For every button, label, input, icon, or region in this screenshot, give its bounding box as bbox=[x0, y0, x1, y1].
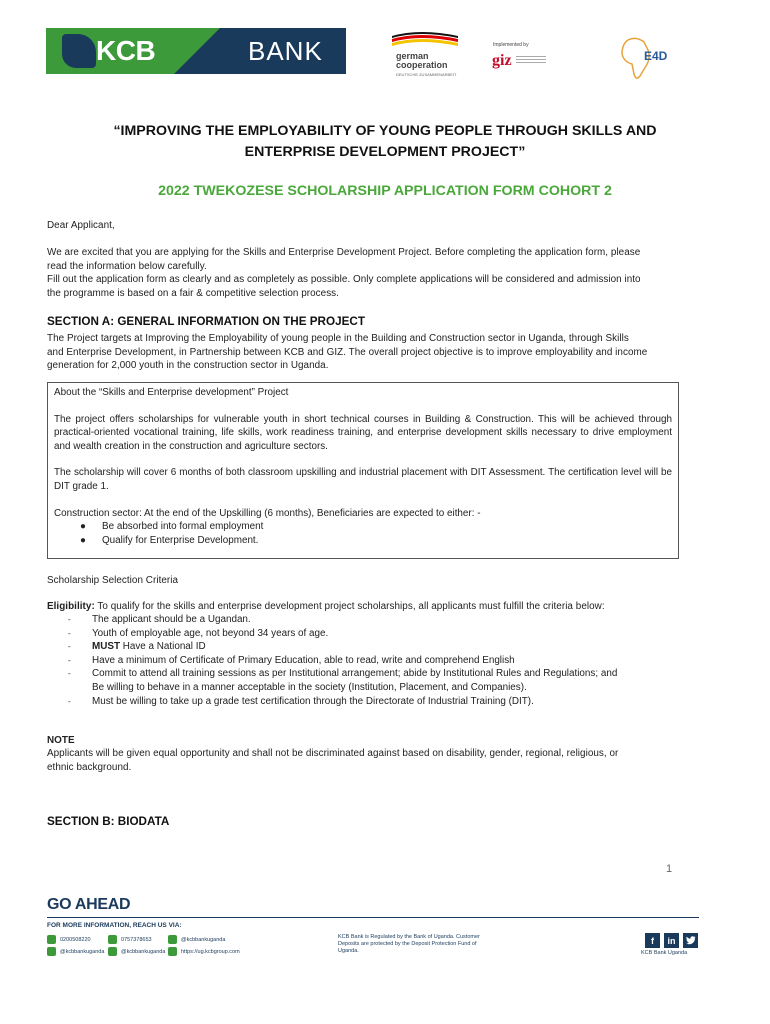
note-text: Applicants will be given equal opportunity and shall not be discriminated against based on disability, gender, regional, religious, or ethnic background. bbox=[47, 748, 619, 773]
giz-descriptor bbox=[516, 56, 546, 66]
list-item: ● Be absorbed into formal employment bbox=[80, 521, 264, 533]
kcb-lion-icon bbox=[62, 34, 96, 68]
note-heading: NOTE bbox=[47, 735, 75, 746]
implemented-by-label: Implemented by bbox=[493, 42, 529, 48]
facebook-contact[interactable]: @kcbbankuganda bbox=[108, 947, 165, 956]
about-paragraph-3: Construction sector: At the end of the Upskilling (6 months), Beneficiaries are expected to either: - bbox=[54, 507, 481, 519]
phone-icon bbox=[47, 935, 56, 944]
twitter-contact[interactable]: @kcbbankuganda bbox=[47, 947, 104, 956]
about-bullet-list bbox=[80, 520, 672, 547]
regulation-notice: KCB Bank is Regulated by the Bank of Uganda. Customer Deposits are protected by the Deposit Protection Fund of Uganda. bbox=[338, 934, 480, 954]
intro-paragraph-1: We are excited that you are applying for the Skills and Enterprise Development Project. Before completing the application form, please read the information below carefully. bbox=[47, 247, 641, 272]
criteria-heading: Scholarship Selection Criteria bbox=[47, 575, 179, 586]
page-number: 1 bbox=[666, 863, 673, 875]
kcb-logo-text: KCB bbox=[96, 35, 156, 66]
phone-icon bbox=[108, 935, 117, 944]
about-paragraph-2: The scholarship will cover 6 months of both classroom upskilling and industrial placement with DIT Assessment. The certification level will be DIT grade 1. bbox=[54, 467, 672, 492]
giz-wordmark: giz bbox=[492, 52, 512, 69]
list-item: - The applicant should be a Ugandan. bbox=[68, 614, 251, 625]
project-title: “IMPROVING THE EMPLOYABILITY OF YOUNG PEOPLE THROUGH SKILLS AND ENTERPRISE DEVELOPMENT PROJECT” bbox=[113, 123, 657, 160]
footer-divider bbox=[47, 917, 699, 918]
section-a-paragraph: The Project targets at Improving the Employability of young people in the Building and Construction sector in Uganda, through Skills and Enterprise Development, in Partnership between KCB and GIZ. The overall project objective is to improve employability and income generation for 2,000 youth in the construction sector in Uganda. bbox=[47, 333, 648, 372]
list-item: - Commit to attend all training sessions as per Institutional arrangement; abide by Institutional Rules and Regulations; and Be willing to behave in a manner acceptable in the society (Institution, Placement, and Companies). bbox=[68, 668, 618, 693]
list-item: ● Qualify for Enterprise Development. bbox=[80, 534, 259, 546]
giz-logo bbox=[490, 44, 550, 72]
twitter-icon bbox=[47, 947, 56, 956]
german-flag-icon bbox=[390, 30, 460, 48]
instagram-contact[interactable]: @kcbbankuganda bbox=[168, 935, 225, 944]
kcb-bank-logo bbox=[46, 28, 346, 74]
list-item: - Youth of employable age, not beyond 34 years of age. bbox=[68, 627, 329, 639]
website-link[interactable]: https://ug.kcbgroup.com bbox=[168, 947, 240, 956]
section-b-heading: SECTION B: BIODATA bbox=[47, 815, 170, 828]
greeting: Dear Applicant, bbox=[47, 220, 115, 231]
german-cooperation-text: german cooperation bbox=[396, 51, 448, 70]
kcb-logo-navy bbox=[220, 28, 346, 74]
eligibility-criteria-list bbox=[68, 613, 688, 708]
kcb-logo-divider bbox=[174, 28, 220, 74]
e4d-logo bbox=[618, 36, 678, 82]
phone-contact-2[interactable]: 0757378653 bbox=[108, 935, 152, 944]
globe-icon bbox=[168, 947, 177, 956]
twitter-button[interactable] bbox=[683, 933, 698, 948]
about-title: About the “Skills and Enterprise development” Project bbox=[54, 387, 289, 398]
facebook-icon bbox=[108, 947, 117, 956]
instagram-icon bbox=[168, 935, 177, 944]
linkedin-button[interactable]: in bbox=[664, 933, 679, 948]
german-cooperation-logo bbox=[390, 30, 468, 78]
list-item: - Have a minimum of Certificate of Primary Education, able to read, write and comprehend English bbox=[68, 654, 515, 666]
section-a-heading: SECTION A: GENERAL INFORMATION ON THE PROJECT bbox=[47, 315, 365, 328]
about-paragraph-1: The project offers scholarships for vulnerable youth in short technical courses in Building & Construction. This will be achieved through practical-oriented vocational training, life skills, work readiness training, and enterprise development skills necessary to drive employment and wealth creation in the construction and agriculture sectors. bbox=[54, 413, 672, 452]
about-project-box bbox=[47, 382, 679, 559]
list-item: - MUST Have a National ID bbox=[68, 641, 206, 653]
facebook-button[interactable]: f bbox=[645, 933, 660, 948]
reach-us-label: FOR MORE INFORMATION, REACH US VIA: bbox=[47, 922, 182, 929]
go-ahead-slogan: GO AHEAD bbox=[47, 896, 131, 913]
eligibility-statement: Eligibility: To qualify for the skills and enterprise development project scholarships, all applicants must fulfill the criteria below: bbox=[47, 601, 605, 612]
intro-paragraph-2: Fill out the application form as clearly and as completely as possible. Only complete applications will be considered and admission into the programme is based on a fair & competitive selection process. bbox=[47, 274, 641, 299]
form-title: 2022 TWEKOZESE SCHOLARSHIP APPLICATION FORM COHORT 2 bbox=[158, 183, 612, 199]
list-item: - Must be willing to take up a grade test certification through the Directorate of Industrial Training (DIT). bbox=[68, 695, 534, 707]
german-cooperation-subtext: DEUTSCHE ZUSAMMENARBEIT bbox=[396, 72, 457, 77]
e4d-text: E4D bbox=[644, 49, 668, 63]
phone-contact-1[interactable]: 0200508220 bbox=[47, 935, 91, 944]
twitter-bird-icon bbox=[686, 936, 696, 945]
kcb-logo-green bbox=[46, 28, 174, 74]
bank-logo-text: BANK bbox=[248, 35, 323, 66]
social-caption: KCB Bank Uganda bbox=[641, 950, 688, 956]
